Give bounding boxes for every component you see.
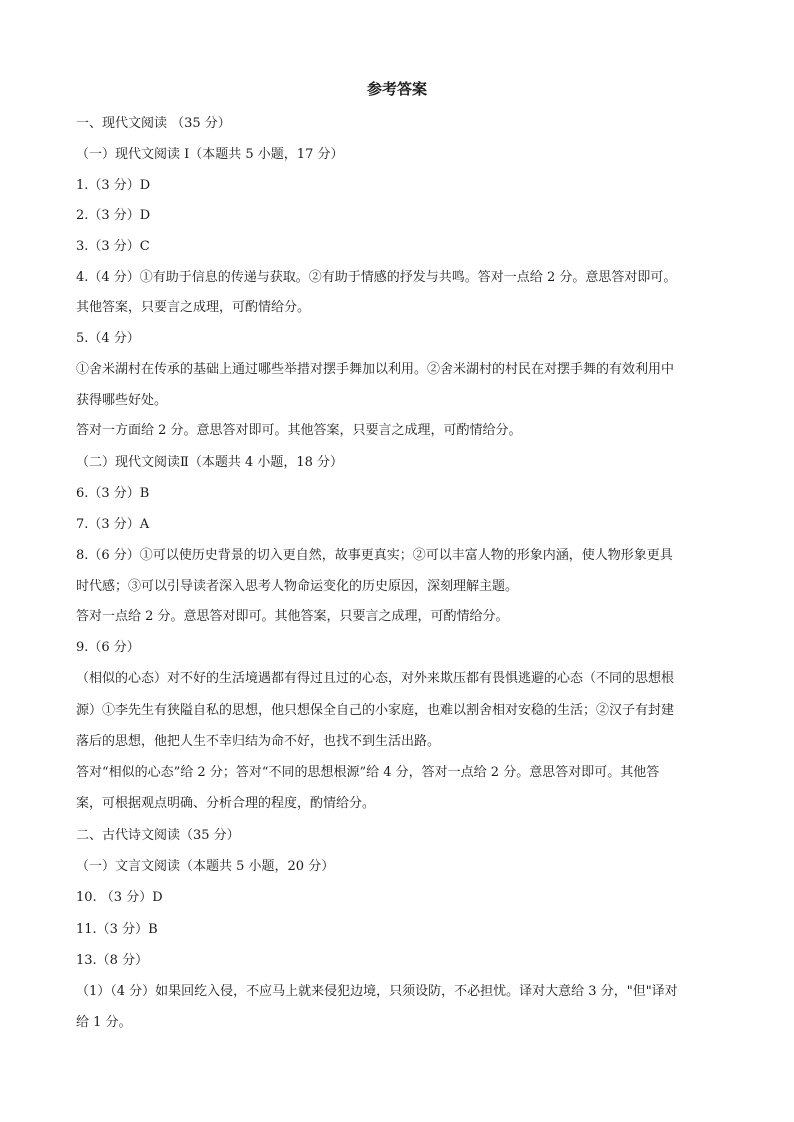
section-heading: 二、古代诗文阅读（35 分） (76, 828, 240, 843)
answer-line: （1）（4 分）如果回纥入侵，不应马上就来侵犯边境，只须设防，不必担忧。译对大意给 3 分，"但"译对 (76, 984, 678, 999)
answer-line: 6.（3 分）B (76, 486, 150, 501)
answer-line: 答对“相似的心态”给 2 分；答对“不同的思想根源”给 4 分，答对一点给 2 分。意思答对即可。其他答 (76, 765, 660, 780)
answer-line: 10. （3 分）D (76, 890, 163, 905)
subsection-heading: （二）现代文阅读Ⅱ（本题共 4 小题，18 分） (76, 455, 344, 470)
answer-line: 4.（4 分）①有助于信息的传递与获取。②有助于情感的抒发与共鸣。答对一点给 2 分。意思答对即可。 (76, 270, 677, 285)
answer-line: 1.（3 分）D (76, 178, 151, 193)
subsection-heading: （一）文言文阅读（本题共 5 小题，20 分） (76, 859, 335, 874)
answer-line: 源）①李先生有狭隘自私的思想，他只想保全自己的小家庭，也难以割舍相对安稳的生活；②汉子有封建 (76, 703, 675, 718)
section-heading: 一、现代文阅读 （35 分） (76, 116, 231, 131)
answer-line: 其他答案，只要言之成理，可酌情给分。 (76, 300, 311, 315)
answer-line: ①舍米湖村在传承的基础上通过哪些举措对摆手舞加以利用。②舍米湖村的村民在对摆手舞的有效利用中 (76, 362, 675, 377)
answer-line: 5.（4 分） (76, 331, 140, 346)
answer-line: 13.（8 分） (76, 953, 149, 968)
answer-line: 落后的思想，他把人生不幸归结为命不好，也找不到生活出路。 (76, 734, 441, 749)
answer-line: 8.（6 分）①可以使历史背景的切入更自然，故事更真实；②可以丰富人物的形象内涵，使人物形象更具 (76, 548, 673, 563)
answer-line: 获得哪些好处。 (76, 393, 168, 408)
answer-line: 答对一方面给 2 分。意思答对即可。其他答案，只要言之成理，可酌情给分。 (76, 423, 522, 438)
answer-line: 7.（3 分）A (76, 517, 150, 532)
answer-line: 案，可根据观点明确、分析合理的程度，酌情给分。 (76, 796, 376, 811)
subsection-heading: （一）现代文阅读 I（本题共 5 小题，17 分） (76, 147, 344, 162)
answer-line: 给 1 分。 (76, 1015, 132, 1030)
answer-line: 时代感；③可以引导读者深入思考人物命运变化的历史原因，深刻理解主题。 (76, 579, 519, 594)
answer-line: （相似的心态）对不好的生活境遇都有得过且过的心态，对外来欺压都有畏惧逃避的心态（不同的思想根 (76, 671, 675, 686)
answer-line: 9.（6 分） (76, 640, 140, 655)
answer-line: 3.（3 分）C (76, 239, 150, 254)
answer-line: 11.（3 分）B (76, 922, 158, 937)
answer-line: 答对一点给 2 分。意思答对即可。其他答案，只要言之成理，可酌情给分。 (76, 609, 509, 624)
answer-line: 2.（3 分）D (76, 208, 151, 223)
page-title: 参考答案 (366, 80, 427, 98)
